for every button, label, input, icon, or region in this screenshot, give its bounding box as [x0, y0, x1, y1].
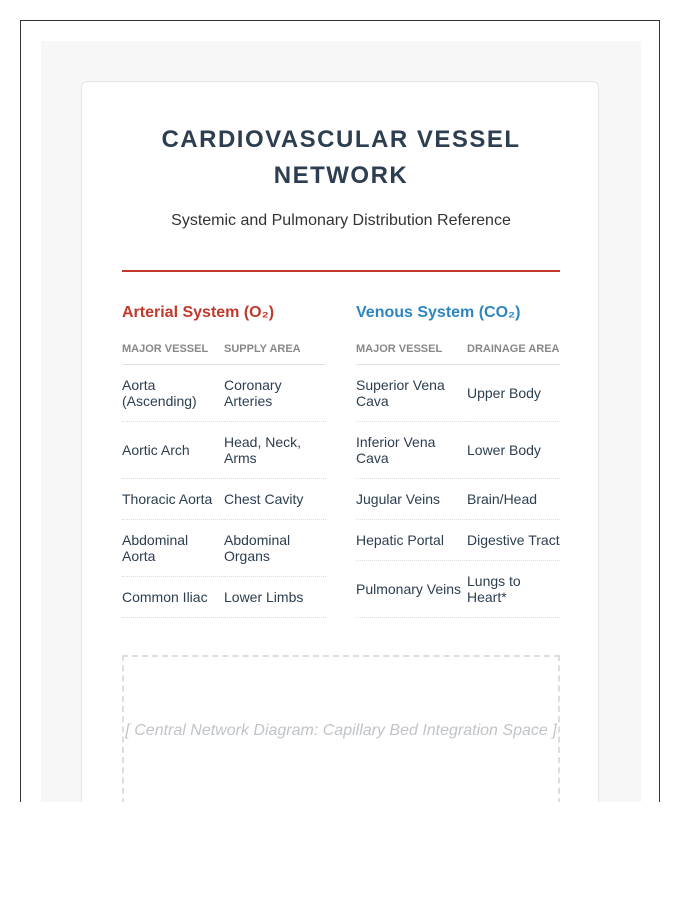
vessel-cell: Aorta (Ascending)	[122, 365, 224, 422]
area-cell: Digestive Tract	[467, 520, 560, 561]
venous-heading: Venous System (CO₂)	[356, 304, 521, 321]
vessel-cell: Aortic Arch	[122, 422, 224, 479]
vessel-cell: Pulmonary Veins	[356, 561, 467, 618]
column-header: DRAINAGE AREA	[467, 343, 560, 365]
table-row	[122, 520, 326, 577]
table-header-row	[356, 343, 560, 365]
area-cell: Lower Body	[467, 422, 560, 479]
vessel-cell: Common Iliac	[122, 577, 224, 618]
arterial-table	[122, 343, 326, 618]
header-divider	[122, 270, 560, 272]
table-row	[122, 422, 326, 479]
arterial-section	[122, 304, 326, 618]
page-title	[82, 122, 600, 194]
vessel-cell: Abdominal Aorta	[122, 520, 224, 577]
table-row	[122, 365, 326, 422]
table-row	[356, 479, 560, 520]
table-row	[356, 520, 560, 561]
venous-table	[356, 343, 560, 618]
area-cell: Brain/Head	[467, 479, 560, 520]
area-cell: Abdominal Organs	[224, 520, 326, 577]
network-diagram-placeholder	[122, 655, 560, 802]
area-cell: Head, Neck, Arms	[224, 422, 326, 479]
vessel-cell: Hepatic Portal	[356, 520, 467, 561]
area-cell: Lungs to Heart*	[467, 561, 560, 618]
page-frame	[20, 20, 660, 802]
diagram-placeholder-text: [ Central Network Diagram: Capillary Bed Integration Space ]	[125, 722, 557, 739]
column-header: MAJOR VESSEL	[356, 343, 467, 365]
vessel-cell: Thoracic Aorta	[122, 479, 224, 520]
table-row	[356, 422, 560, 479]
area-cell: Lower Limbs	[224, 577, 326, 618]
area-cell: Coronary Arteries	[224, 365, 326, 422]
vessel-cell: Superior Vena Cava	[356, 365, 467, 422]
vessel-cell: Inferior Vena Cava	[356, 422, 467, 479]
vessel-cell: Jugular Veins	[356, 479, 467, 520]
title-line-1: CARDIOVASCULAR VESSEL	[161, 126, 521, 153]
area-cell: Upper Body	[467, 365, 560, 422]
venous-section	[356, 304, 560, 618]
column-header: MAJOR VESSEL	[122, 343, 224, 365]
area-cell: Chest Cavity	[224, 479, 326, 520]
table-row	[356, 365, 560, 422]
page-background	[41, 41, 641, 802]
column-header: SUPPLY AREA	[224, 343, 326, 365]
title-line-2: NETWORK	[273, 162, 409, 189]
table-row	[122, 479, 326, 520]
table-row	[122, 577, 326, 618]
reference-card	[81, 81, 599, 802]
table-header-row	[122, 343, 326, 365]
page-subtitle: Systemic and Pulmonary Distribution Reference	[171, 212, 511, 229]
arterial-heading: Arterial System (O₂)	[122, 304, 275, 321]
table-row	[356, 561, 560, 618]
